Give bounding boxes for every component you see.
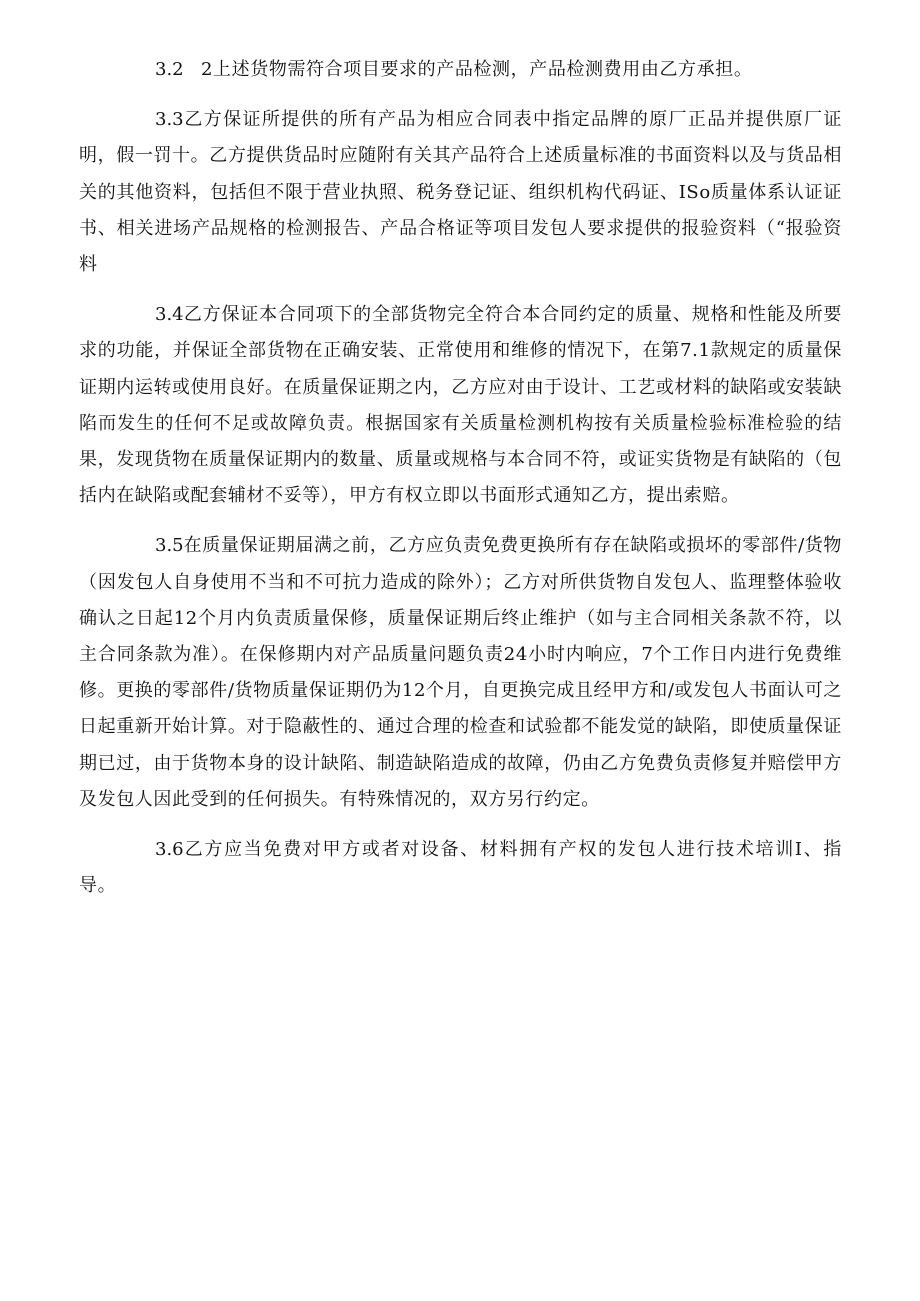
clause-number: 3.2: [155, 59, 184, 80]
clause-3-4: [79, 297, 842, 514]
clause-number: 3.4: [155, 304, 184, 326]
clause-text: 乙方保证本合同项下的全部货物完全符合本合同约定的质量、规格和性能及所要求的功能，并保证全部货物在正确安装、正常使用和维修的情况下，在第7.1款规定的质量保证期内运转或使用良好。在质量保证期之内，乙方应对由于设计、工艺或材料的缺陷或安装缺陷而发生的任何不足或故障负责。根据国家有关质量检测机构按有关质量检验标准检验的结果，发现货物在质量保证期内的数量、质量或规格与本合同不符，或证实货物是有缺陷的（包括内在缺陷或配套辅材不妥等），甲方有权立即以书面形式通知乙方，提出索赔。: [79, 304, 842, 507]
clause-3-5: [79, 528, 842, 818]
clause-text: 乙方保证所提供的所有产品为相应合同表中指定品牌的原厂正品并提供原厂证明，假一罚十。乙方提供货品时应随附有关其产品符合上述质量标准的书面资料以及与货品相关的其他资料，包括但不限于营业执照、税务登记证、组织机构代码证、ISo质量体系认证证书、相关进场产品规格的检测报告、产品合格证等项目发包人要求提供的报验资料（“报验资料: [79, 109, 842, 276]
clause-3-6: [79, 832, 842, 904]
clause-3-2: [79, 52, 842, 88]
clause-text: 在质量保证期届满之前，乙方应负责免费更换所有存在缺陷或损坏的零部件/货物（因发包人自身使用不当和不可抗力造成的除外）；乙方对所供货物自发包人、监理整体验收确认之日起12个月内负责质量保修，质量保证期后终止维护（如与主合同相关条款不符，以主合同条款为准）。在保修期内对产品质量问题负责24小时内响应，7个工作日内进行免费维修。更换的零部件/货物质量保证期仍为12个月，自更换完成且经甲方和/或发包人书面认可之日起重新开始计算。对于隐蔽性的、通过合理的检查和试验都不能发觉的缺陷，即使质量保证期已过，由于货物本身的设计缺陷、制造缺陷造成的故障，仍由乙方免费负责修复并赔偿甲方及发包人因此受到的任何损失。有特殊情况的，双方另行约定。: [79, 535, 842, 810]
clause-text: 2上述货物需符合项目要求的产品检测，产品检测费用由乙方承担。: [201, 59, 753, 80]
clause-number: 3.6: [155, 839, 184, 861]
clause-number: 3.3: [155, 109, 184, 131]
clause-3-3: [79, 102, 842, 283]
clause-text: 乙方应当免费对甲方或者对设备、材料拥有产权的发包人进行技术培训I、指导。: [79, 839, 842, 897]
clause-number: 3.5: [155, 535, 184, 557]
